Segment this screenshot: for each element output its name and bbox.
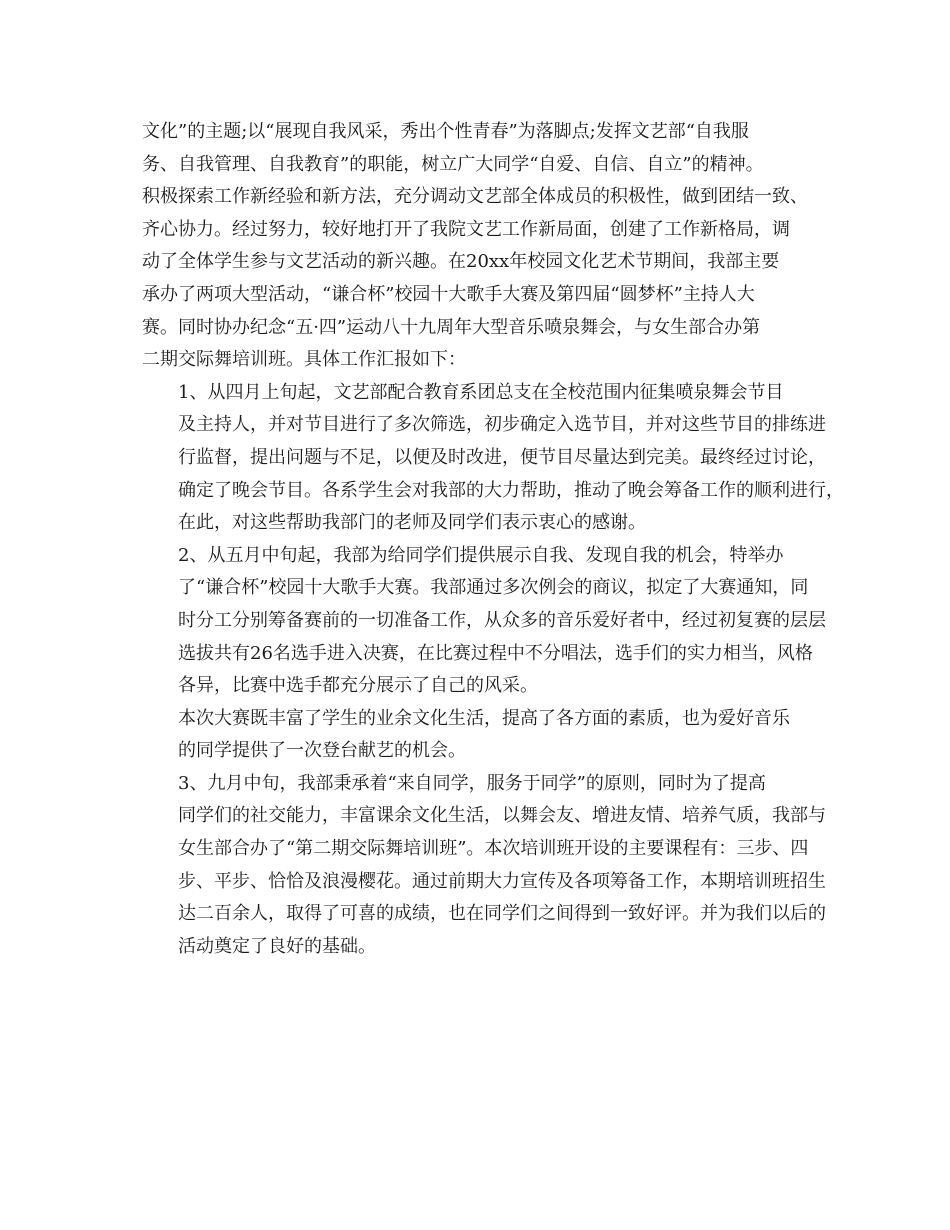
text-line: 齐心协力。经过努力，较好地打开了我院文艺工作新局面，创建了工作新格局，调	[142, 218, 790, 240]
text-line: 各异，比赛中选手都充分展示了自己的风采。	[178, 675, 538, 697]
text-line: 确定了晚会节目。各系学生会对我部的大力帮助，推动了晚会筹备工作的顺利进行，	[178, 479, 844, 501]
text-line: 文化”的主题;以“展现自我风采，秀出个性青春”为落脚点;发挥文艺部“自我服	[142, 121, 749, 142]
text-line: 务、自我管理、自我教育”的职能，树立广大同学“自爱、自信、自立”的精神。	[142, 153, 764, 175]
text-line: 动了全体学生参与文艺活动的新兴趣。在20xx年校园文化艺术节期间，我部主要	[142, 251, 780, 273]
text-line: 本次大赛既丰富了学生的业余文化生活，提高了各方面的素质，也为爱好音乐	[178, 707, 790, 729]
text-line: 的同学提供了一次登台献艺的机会。	[178, 740, 466, 762]
text-line: 及主持人，并对节目进行了多次筛选，初步确定入选节目，并对这些节目的排练进	[178, 414, 826, 436]
paragraph-summary	[142, 703, 822, 768]
text-line: 行监督，提出问题与不足，以便及时改进，便节目尽量达到完美。最终经过讨论，	[178, 446, 826, 468]
paragraph-item-2	[142, 540, 826, 703]
text-line: 二期交际舞培训班。具体工作汇报如下：	[142, 349, 466, 371]
text-line: 选拔共有26名选手进入决赛，在比赛过程中不分唱法，选手们的实力相当，风格	[178, 642, 813, 664]
text-line: 在此，对这些帮助我部门的老师及同学们表示衷心的感谢。	[178, 512, 646, 534]
text-line: 赛。同时协办纪念“五·四”运动八十九周年大型音乐喷泉舞会，与女生部合办第	[142, 316, 761, 338]
text-line: 了“谦合杯”校园十大歌手大赛。我部通过多次例会的商议，拟定了大赛通知，同	[178, 577, 809, 599]
text-line: 达二百余人，取得了可喜的成绩，也在同学们之间得到一致好评。并为我们以后的	[178, 903, 826, 925]
text-line: 1、从四月上旬起，文艺部配合教育系团总支在全校范围内征集喷泉舞会节目	[178, 381, 784, 403]
paragraph-item-1	[142, 377, 844, 540]
text-line: 女生部合办了“第二期交际舞培训班”。本次培训班开设的主要课程有：三步、四	[178, 838, 809, 860]
paragraph-item-3	[142, 768, 826, 964]
text-line: 同学们的社交能力，丰富课余文化生活，以舞会友、增进友情、培养气质，我部与	[178, 805, 826, 827]
text-line: 积极探索工作新经验和新方法，充分调动文艺部全体成员的积极性，做到团结一致、	[142, 186, 808, 208]
text-line: 3、九月中旬，我部秉承着“来自同学，服务于同学”的原则，同时为了提高	[178, 772, 766, 794]
text-line: 承办了两项大型活动，“谦合杯”校园十大歌手大赛及第四届“圆梦杯”主持人大	[142, 283, 755, 305]
text-line: 2、从五月中旬起，我部为给同学们提供展示自我、发现自我的机会，特举办	[178, 544, 784, 566]
document-body	[142, 116, 844, 963]
text-line: 时分工分别筹备赛前的一切准备工作，从众多的音乐爱好者中，经过初复赛的层层	[178, 609, 826, 631]
text-line: 活动奠定了良好的基础。	[178, 935, 376, 957]
text-line: 步、平步、恰恰及浪漫樱花。通过前期大力宣传及各项筹备工作，本期培训班招生	[178, 870, 826, 892]
paragraph-intro	[142, 116, 822, 377]
